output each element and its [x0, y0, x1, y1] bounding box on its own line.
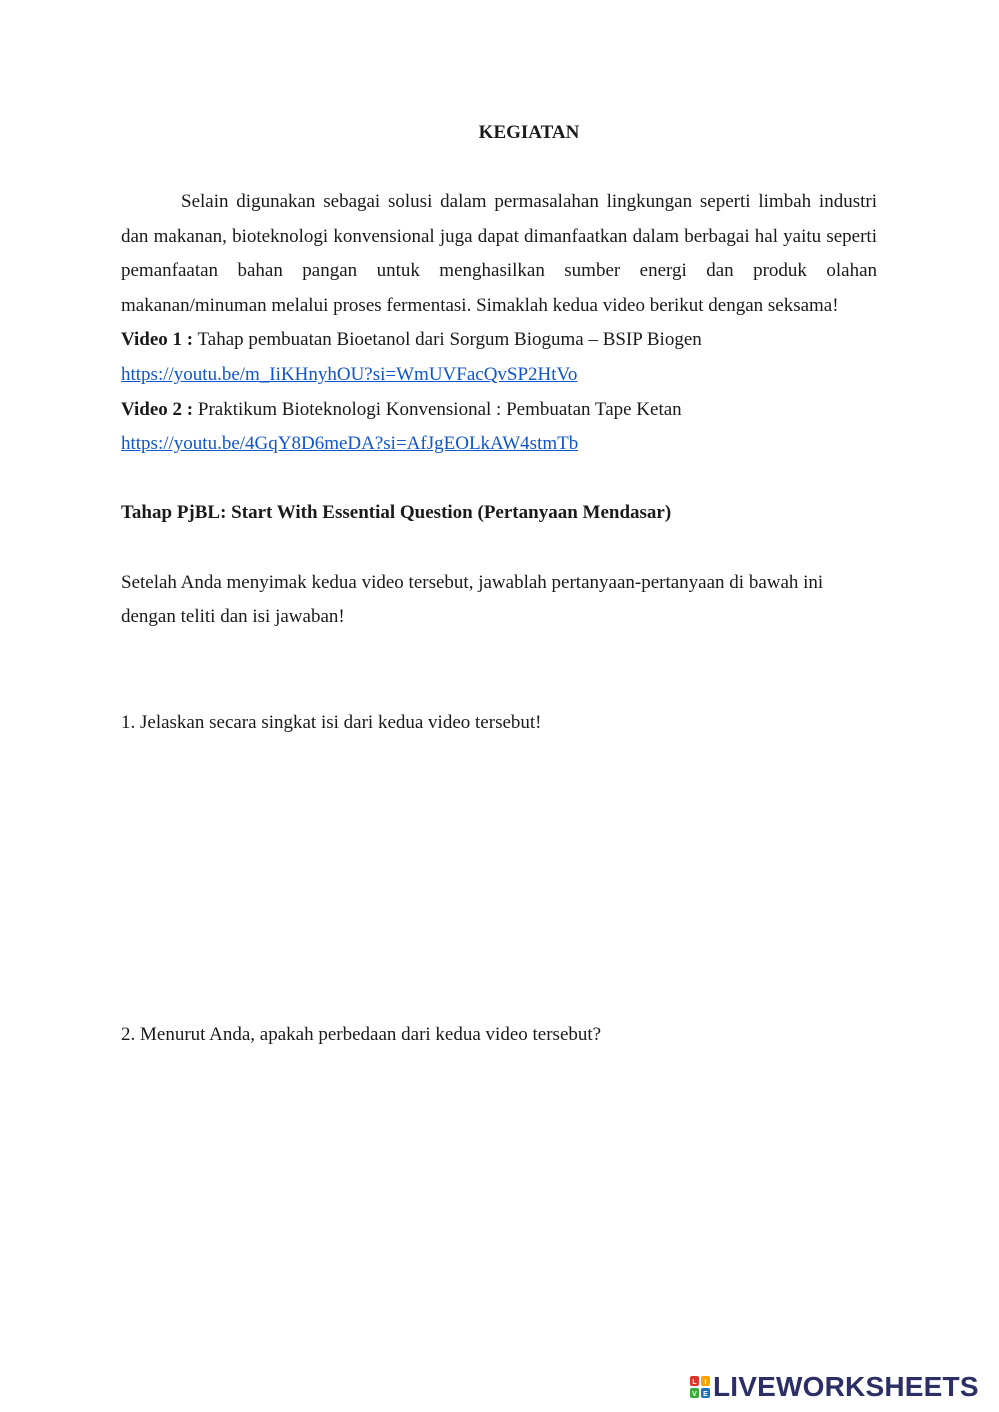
brand-text: LIVEWORKSHEETS: [713, 1371, 979, 1402]
intro-paragraph: Selain digunakan sebagai solusi dalam permasalahan lingkungan seperti limbah industri dan makanan, bioteknologi konvensional juga dapat dimanfaatkan dalam berbagai hal yaitu seperti pemanfaatan bahan pangan untuk menghasilkan sumber energi dan produk olahan makanan/minuman melalui proses fermentasi. Simaklah kedua video berikut dengan seksama!: [121, 191, 877, 316]
answer-area-2[interactable]: [121, 1057, 877, 1337]
question-1: 1. Jelaskan secara singkat isi dari kedua video tersebut!: [121, 712, 542, 733]
video-2-label: Video 2 :: [121, 398, 194, 420]
stage-heading: Tahap PjBL: Start With Essential Question (Pertanyaan Mendasar): [121, 502, 672, 524]
svg-text:V: V: [692, 1391, 697, 1398]
spacer: [121, 531, 877, 566]
video-2-title: Praktikum Bioteknologi Konvensional : Pembuatan Tape Ketan: [193, 398, 682, 420]
video-1-link[interactable]: https://youtu.be/m_IiKHnyhOU?si=WmUVFacQvSP2HtVo: [121, 363, 578, 385]
instruction-paragraph: Setelah Anda menyimak kedua video tersebut, jawablah pertanyaan-pertanyaan di bawah ini dengan teliti dan isi jawaban!: [121, 571, 824, 628]
liveworksheets-brand[interactable]: [690, 1372, 979, 1402]
video-2-link-line: [121, 427, 877, 462]
svg-text:E: E: [703, 1391, 708, 1398]
question-2: 2. Menurut Anda, apakah perbedaan dari kedua video tersebut?: [121, 1024, 602, 1045]
video-1-link-line: [121, 358, 877, 393]
page-title: KEGIATAN: [478, 122, 580, 143]
video-2-line: [121, 393, 877, 428]
spacer: [121, 462, 877, 497]
video-1-label: Video 1 :: [121, 329, 194, 351]
video-1-title: Tahap pembuatan Bioetanol dari Sorgum Bioguma – BSIP Biogen: [193, 329, 702, 351]
svg-text:L: L: [692, 1379, 697, 1386]
worksheet-content: [121, 185, 877, 635]
video-1-line: [121, 323, 877, 358]
svg-text:I: I: [704, 1379, 707, 1386]
liveworksheets-logo-icon: [690, 1375, 710, 1399]
answer-area-1[interactable]: [121, 745, 877, 1005]
video-2-link[interactable]: https://youtu.be/4GqY8D6meDA?si=AfJgEOLkAW4stmTb: [121, 433, 579, 455]
